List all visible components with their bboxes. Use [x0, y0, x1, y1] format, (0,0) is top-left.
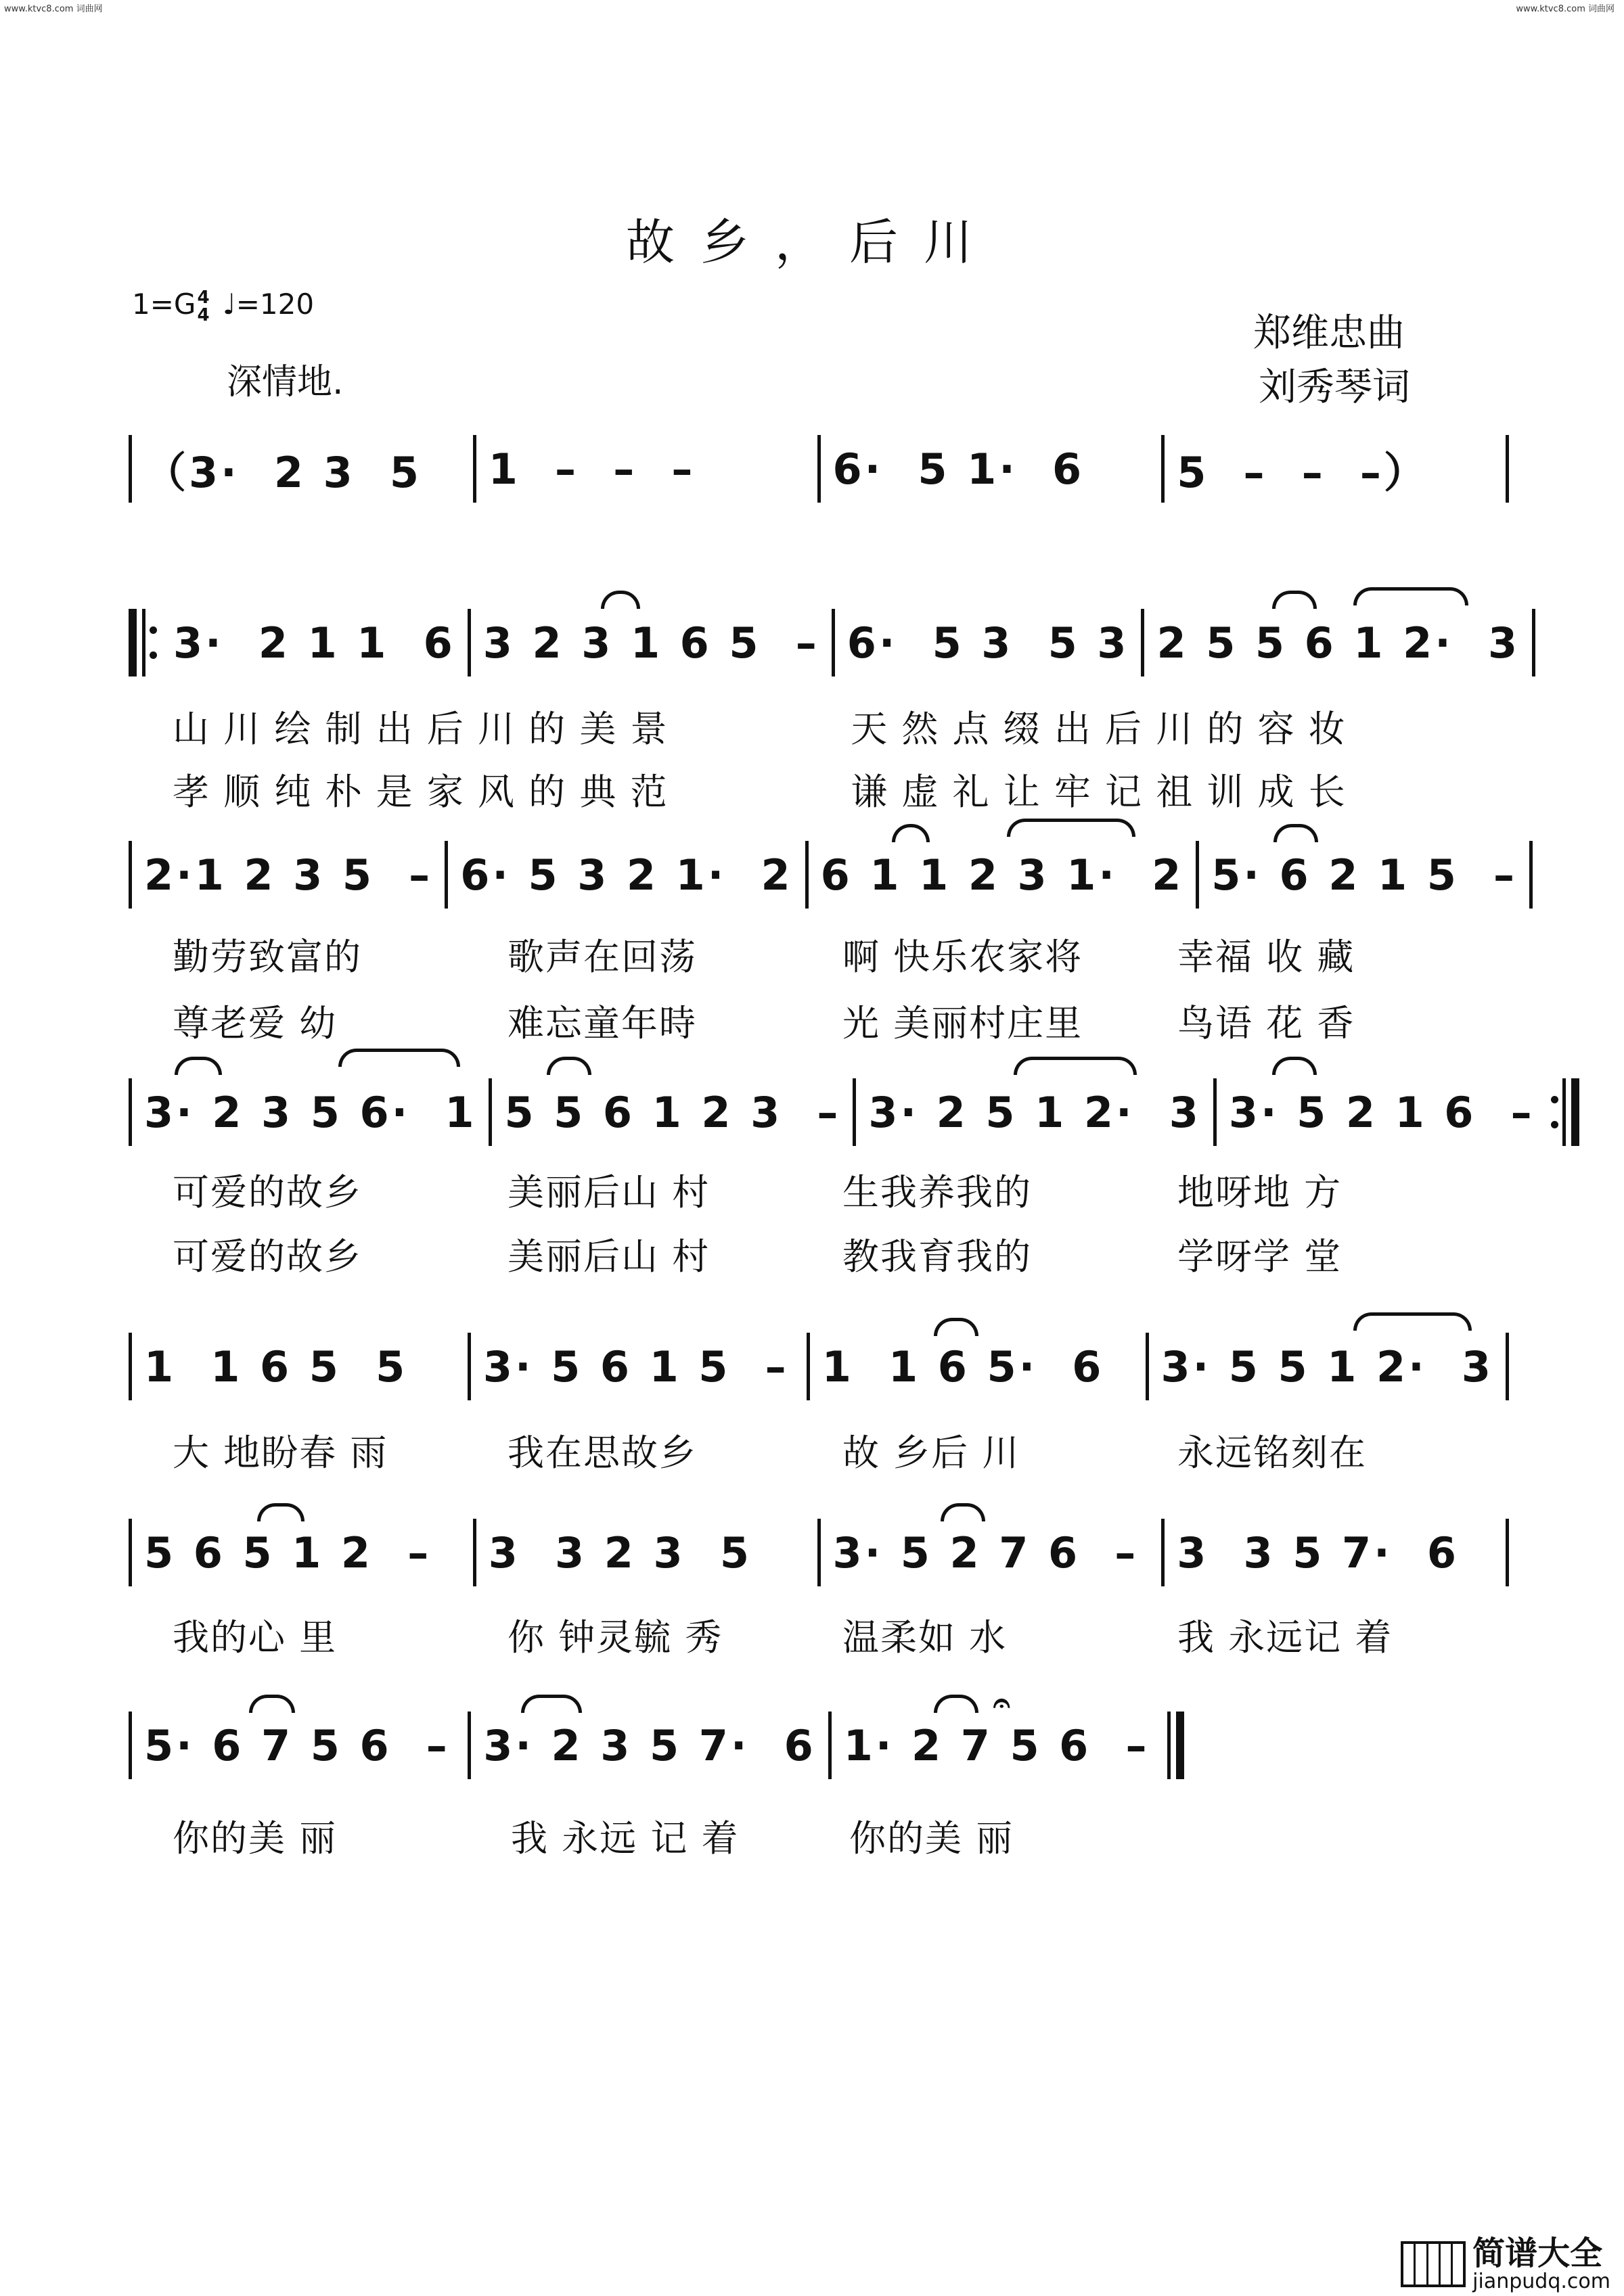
lyric-text: 我 永远 记 着	[511, 1817, 740, 1860]
lyric-text: 难忘童年時	[508, 1002, 697, 1044]
lyric-line	[173, 1164, 1512, 1216]
piano-icon	[1401, 2241, 1466, 2287]
lyric-text: 美丽后山 村	[508, 1235, 710, 1278]
lyric-text: 谦 虚 礼 让 牢 记 祖 训 成 长	[851, 771, 1347, 813]
logo-brand: 简谱大全	[1472, 2234, 1603, 2273]
measure: 5 – – –）	[1177, 447, 1428, 497]
lyric-text: 啊 快乐农家将	[842, 936, 1083, 978]
measure: 5· 6 2 1 5 –	[1211, 850, 1518, 900]
time-signature	[197, 289, 209, 324]
lyric-text: 山 川 绘 制 出 后 川 的 美 景	[173, 708, 669, 750]
time-bottom: 4	[197, 304, 210, 325]
barline	[1506, 1333, 1509, 1400]
measure: 1· 2 7 5 6 –	[843, 1720, 1150, 1770]
measure: 6· 5 3 5 3	[847, 618, 1129, 668]
staff-system-1	[129, 428, 1509, 509]
lyric-text: 天 然 点 缀 出 后 川 的 容 妆	[851, 708, 1347, 750]
measure: 5 6 5 1 2 –	[144, 1528, 432, 1578]
measure: 5 5 6 1 2 3 –	[504, 1087, 841, 1137]
measure: 6· 5 3 2 1· 2	[460, 850, 793, 900]
lyric-text: 鸟语 花 香	[1177, 1002, 1355, 1044]
expression-mark: 深情地.	[227, 362, 344, 403]
measure: 3· 2 1 1 6	[173, 618, 455, 668]
lyric-text: 温柔如 水	[842, 1616, 1008, 1659]
barline	[1506, 435, 1509, 503]
tempo-mark: ♩=120	[222, 288, 315, 321]
lyric-text: 光 美丽村庄里	[842, 1002, 1083, 1044]
staff-system-5	[129, 1326, 1509, 1407]
lyric-line	[173, 1810, 1188, 1862]
lyric-line	[173, 763, 1512, 815]
measure: 3· 5 2 1 6 –	[1228, 1087, 1535, 1137]
lyric-text: 美丽后山 村	[508, 1171, 710, 1214]
measure: 3 3 2 3 5	[488, 1528, 752, 1578]
header-left-text: www.ktvc8.com 词曲网	[4, 4, 103, 14]
measure: 1 1 6 5 5	[144, 1341, 408, 1392]
measure: 3· 5 2 7 6 –	[832, 1528, 1139, 1578]
lyric-text: 孝 顺 纯 朴 是 家 风 的 典 范	[173, 771, 669, 813]
lyric-text: 我在思故乡	[508, 1431, 697, 1474]
lyric-text: 你 钟灵毓 秀	[508, 1616, 723, 1659]
header-right-text: www.ktvc8.com 词曲网	[1516, 4, 1615, 14]
measure: 1 – – –	[488, 444, 696, 494]
barline	[1506, 1519, 1509, 1586]
song-title: 故乡，后川	[625, 214, 998, 271]
lyric-line	[173, 700, 1512, 752]
staff-system-6	[129, 1512, 1509, 1593]
lyricist-credit: 刘秀琴词	[1259, 365, 1410, 409]
repeat-start	[129, 609, 161, 676]
measure: 3 3 5 7· 6	[1177, 1528, 1460, 1578]
lyric-line	[173, 928, 1512, 980]
lyric-text: 尊老爱 幼	[173, 1002, 338, 1044]
lyric-line	[173, 994, 1512, 1047]
logo-url: jianpudq.com	[1472, 2269, 1610, 2293]
lyric-text: 地呀地 方	[1177, 1171, 1343, 1214]
lyric-text: 你的美 丽	[173, 1817, 338, 1860]
measure: 6· 5 1· 6	[832, 444, 1085, 494]
measure: 3· 5 6 1 5 –	[482, 1341, 789, 1392]
lyric-text: 可爱的故乡	[173, 1171, 362, 1214]
lyric-text: 我的心 里	[173, 1616, 338, 1659]
lyric-text: 勤劳致富的	[173, 936, 362, 978]
measure: 3· 2 5 1 2· 3	[868, 1087, 1201, 1137]
measure: 3· 2 3 5 6· 1	[144, 1087, 477, 1137]
slur-mark	[338, 1049, 460, 1067]
measure: 2·1 2 3 5 –	[144, 850, 433, 900]
measure: 1 1 6 5· 6	[821, 1341, 1104, 1392]
time-top: 4	[197, 287, 210, 308]
measure: 3· 5 5 1 2· 3	[1160, 1341, 1493, 1392]
lyric-line	[173, 1228, 1512, 1280]
lyric-text: 生我养我的	[842, 1171, 1032, 1214]
lyric-text: 大 地盼春 雨	[173, 1431, 388, 1474]
lyric-text: 你的美 丽	[849, 1817, 1014, 1860]
repeat-end	[1547, 1078, 1579, 1146]
lyric-line	[173, 1609, 1512, 1661]
barline	[1529, 841, 1533, 909]
measure: 3· 2 3 5 7· 6	[483, 1720, 816, 1770]
site-logo	[1401, 2236, 1610, 2292]
staff-system-3	[129, 834, 1518, 915]
lyric-text: 教我育我的	[842, 1235, 1032, 1278]
key-signature: 1=G	[132, 288, 196, 321]
lyric-text: 故 乡后 川	[842, 1431, 1020, 1474]
lyric-text: 歌声在回荡	[508, 936, 697, 978]
fermata-icon: 𝄐	[993, 1686, 1010, 1720]
measure: 5· 6 7 5 6 –	[144, 1720, 450, 1770]
measure: 3 2 3 1 6 5 –	[482, 618, 819, 668]
lyric-text: 永远铭刻在	[1177, 1431, 1367, 1474]
lyric-text: 学呀学 堂	[1177, 1235, 1343, 1278]
lyric-text: 可爱的故乡	[173, 1235, 362, 1278]
measure: 6 1 1 2 3 1· 2	[820, 850, 1184, 900]
staff-system-7	[129, 1705, 1184, 1786]
measure: 2 5 5 6 1 2· 3	[1156, 618, 1520, 668]
final-barline	[1167, 1712, 1184, 1779]
composer-credit: 郑维忠曲	[1253, 311, 1405, 355]
lyric-text: 我 永远记 着	[1177, 1616, 1393, 1659]
key-tempo	[132, 288, 314, 324]
lyric-text: 幸福 收 藏	[1177, 936, 1355, 978]
barline	[1532, 609, 1535, 676]
staff-system-4	[129, 1072, 1535, 1153]
staff-system-2	[129, 602, 1520, 683]
lyric-line	[173, 1424, 1512, 1476]
measure: （3· 2 3 5	[144, 447, 422, 497]
